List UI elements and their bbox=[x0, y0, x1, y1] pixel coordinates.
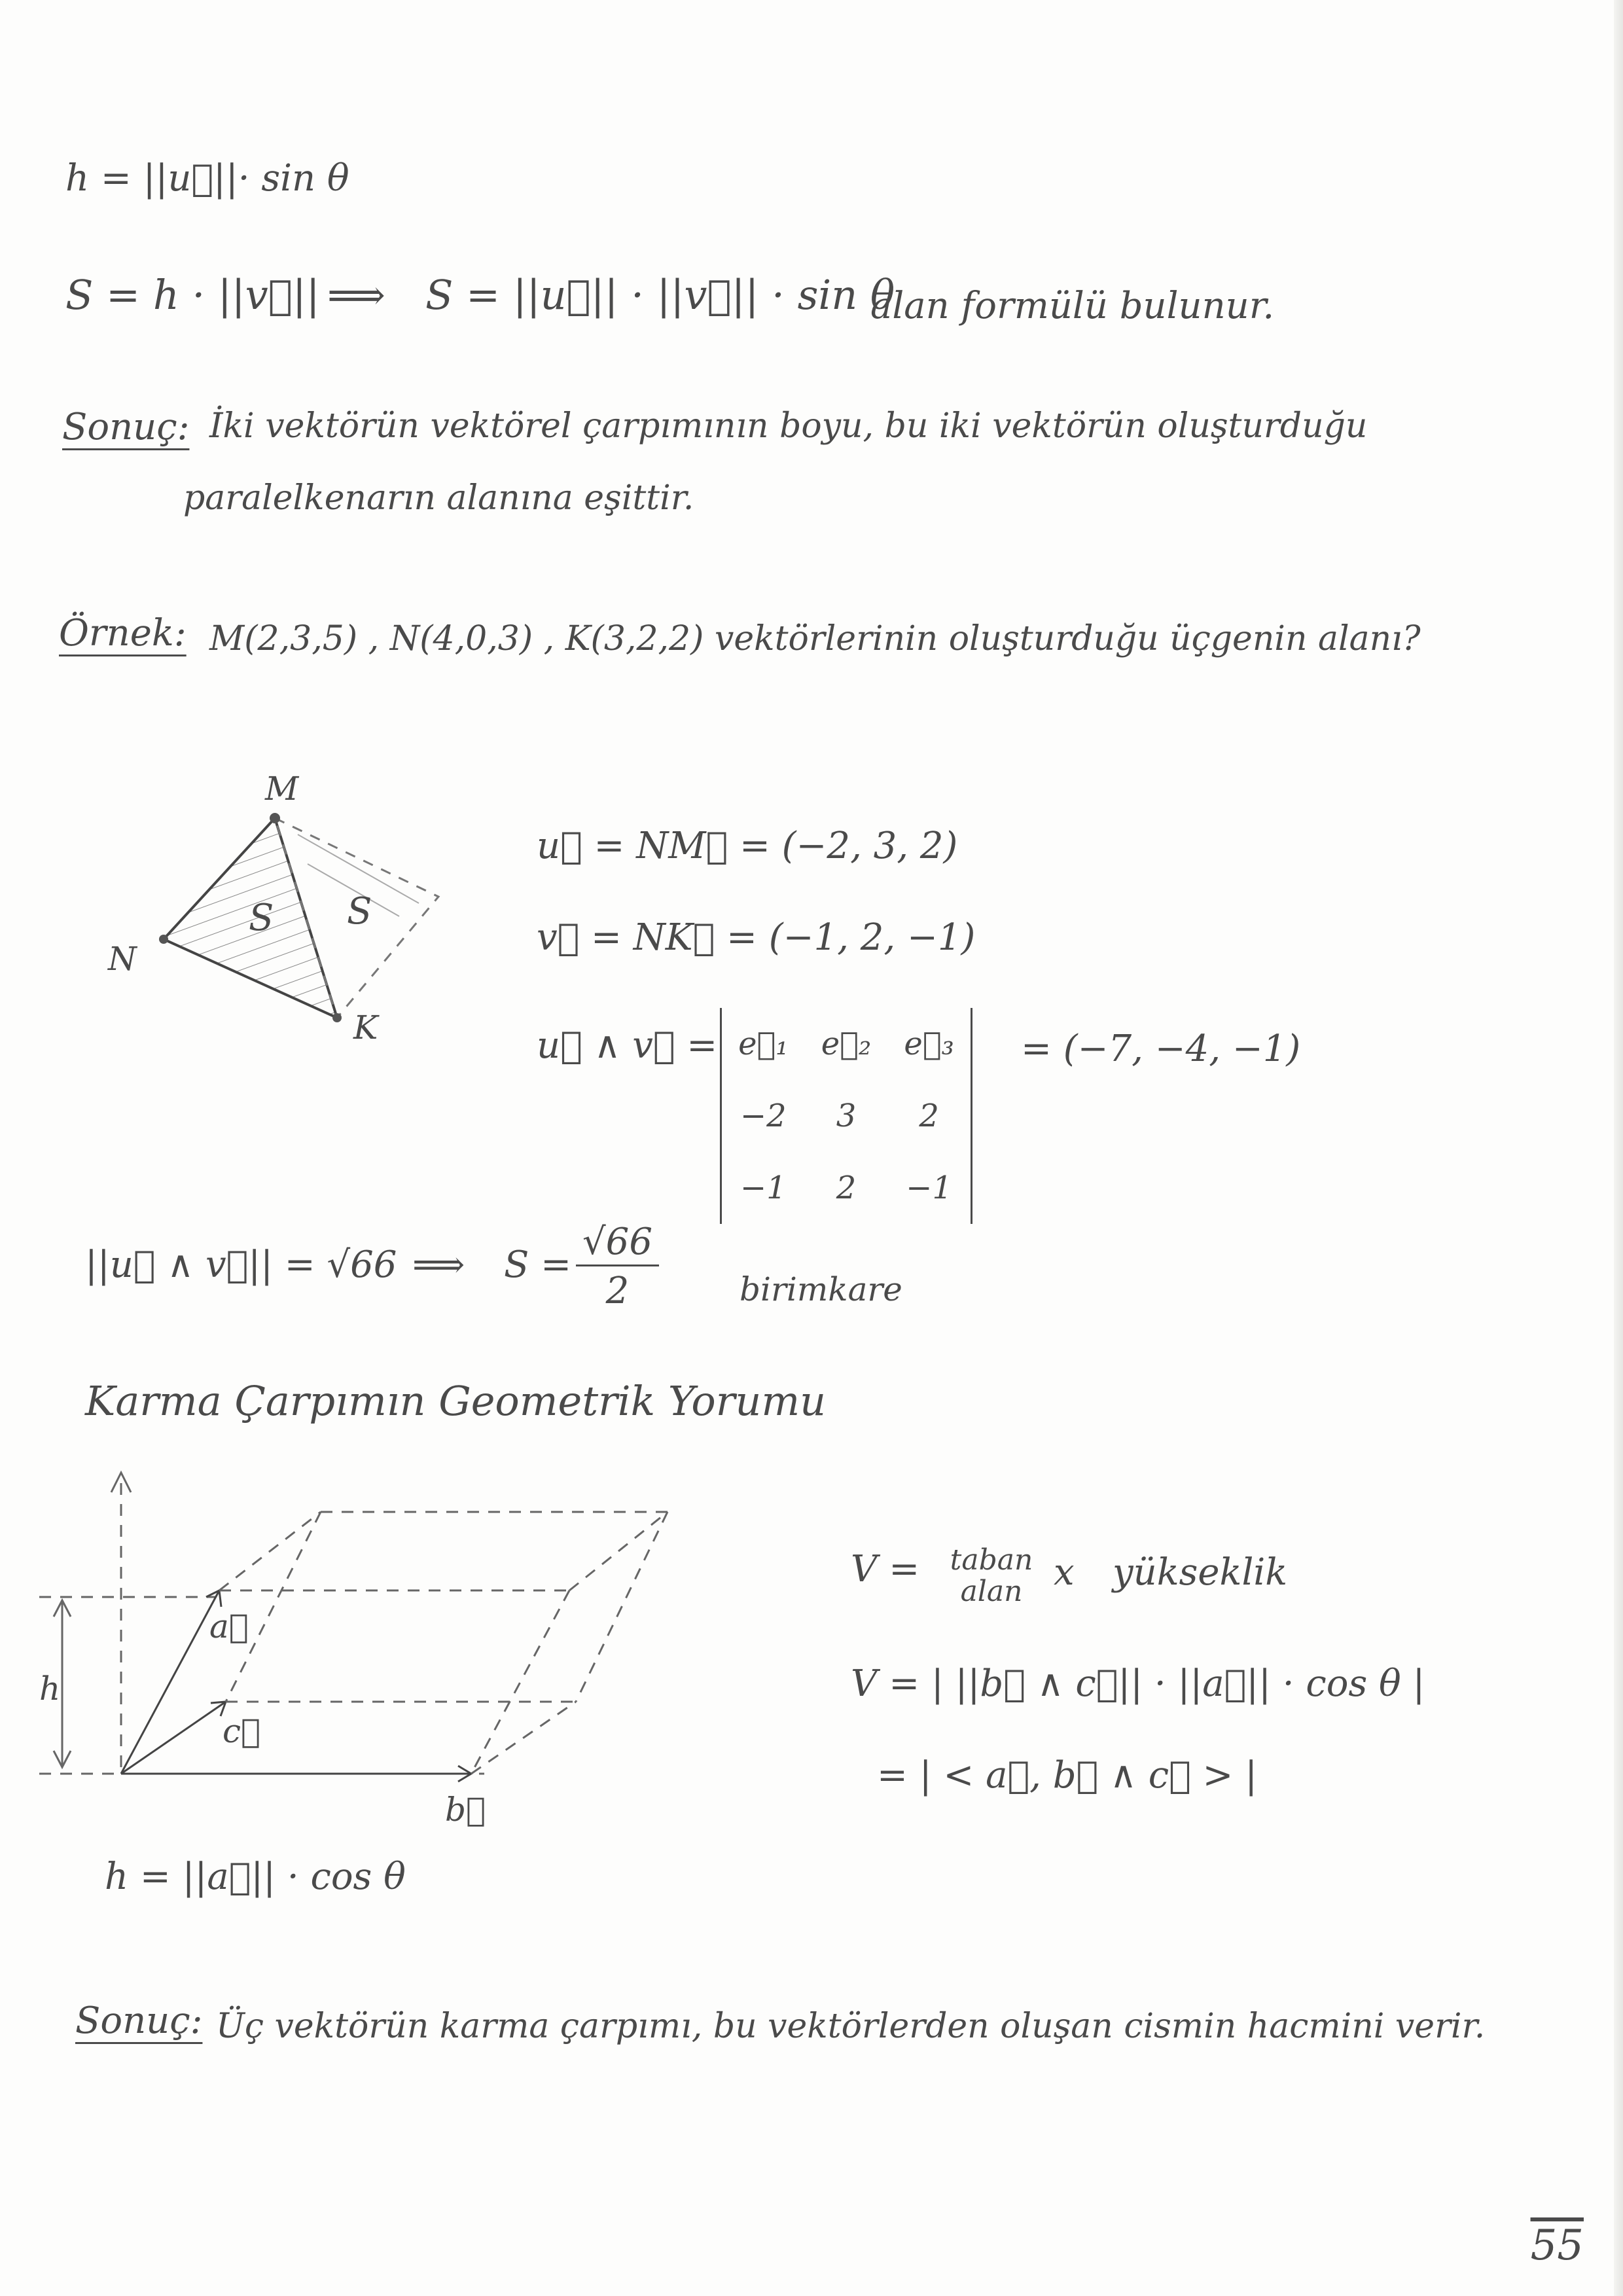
s-formula-right: S = ||u⃗|| · ||v⃗|| · sin θ bbox=[425, 271, 895, 319]
sonuc1-text-1: İki vektörün vektörel çarpımının boyu, bu iki vektörün oluşturduğu bbox=[209, 406, 1368, 446]
h-formula: h = ||u⃗||· sin θ bbox=[65, 157, 349, 200]
s-unit: birimkare bbox=[740, 1270, 902, 1308]
matrix-cell: e⃗₂ bbox=[821, 1026, 872, 1062]
label-k: K bbox=[353, 1009, 378, 1047]
v-formula-2: = | < a⃗, b⃗ ∧ c⃗ > | bbox=[877, 1754, 1258, 1797]
label-m: M bbox=[265, 770, 299, 808]
implies-arrow-1: ⟹ bbox=[327, 271, 385, 319]
sonuc2-label: Sonuç: bbox=[75, 2000, 203, 2042]
section-title: Karma Çarpımın Geometrik Yorumu bbox=[85, 1377, 827, 1425]
s-formula-left: S = h · ||v⃗|| bbox=[65, 271, 320, 319]
s-fraction-denominator: 2 bbox=[605, 1270, 630, 1312]
matrix-cell: 2 bbox=[919, 1098, 939, 1134]
h-cos-formula: h = ||a⃗|| · cos θ bbox=[105, 1856, 406, 1898]
v-base-stack bbox=[936, 1545, 1047, 1608]
v-base-top: taban bbox=[950, 1543, 1033, 1577]
matrix-cell: 3 bbox=[836, 1098, 857, 1134]
label-s1: S bbox=[249, 897, 274, 939]
page-number: 55 bbox=[1530, 2221, 1584, 2270]
label-a: a⃗ bbox=[209, 1607, 249, 1645]
sonuc1-label: Sonuç: bbox=[62, 406, 190, 448]
s-equals: S = bbox=[504, 1244, 572, 1286]
v-times: x bbox=[1054, 1551, 1075, 1594]
u-definition: u⃗ = NM⃗ = (−2, 3, 2) bbox=[537, 825, 958, 867]
cross-lhs: u⃗ ∧ v⃗ = bbox=[537, 1024, 718, 1067]
matrix-cell: −1 bbox=[906, 1170, 953, 1206]
matrix-cell: −2 bbox=[740, 1098, 787, 1134]
cross-result: = (−7, −4, −1) bbox=[1021, 1028, 1301, 1070]
label-s2: S bbox=[347, 890, 372, 933]
s-fraction-numerator: √66 bbox=[576, 1224, 659, 1266]
implies-arrow-2: ⟹ bbox=[412, 1244, 465, 1286]
s-formula-note: alan formülü bulunur. bbox=[870, 285, 1275, 327]
matrix-cell: 2 bbox=[836, 1170, 857, 1206]
label-h: h bbox=[39, 1670, 61, 1708]
v-formula: V = | ||b⃗ ∧ c⃗|| · ||a⃗|| · cos θ | bbox=[851, 1662, 1425, 1705]
norm-lhs: ||u⃗ ∧ v⃗|| = √66 bbox=[85, 1244, 397, 1286]
sonuc2-text: Üç vektörün karma çarpımı, bu vektörlerden oluşan cismin hacmini verir. bbox=[216, 2007, 1486, 2046]
label-c: c⃗ bbox=[223, 1712, 261, 1750]
sonuc1-text-2: paralelkenarın alanına eşittir. bbox=[183, 478, 694, 518]
matrix-cell: e⃗₃ bbox=[904, 1026, 954, 1062]
ornek-text: M(2,3,5) , N(4,0,3) , K(3,2,2) vektörlerinin oluşturduğu üçgenin alanı? bbox=[209, 619, 1421, 658]
matrix-cell: −1 bbox=[740, 1170, 787, 1206]
ornek-label: Örnek: bbox=[59, 612, 187, 655]
v-definition: v⃗ = NK⃗ = (−1, 2, −1) bbox=[537, 916, 976, 959]
v-eq-lhs: V = bbox=[851, 1548, 920, 1590]
v-height: yükseklik bbox=[1113, 1551, 1288, 1594]
label-b: b⃗ bbox=[445, 1791, 486, 1829]
label-n: N bbox=[108, 940, 137, 978]
matrix-cell: e⃗₁ bbox=[738, 1026, 789, 1062]
v-base-bottom: alan bbox=[960, 1575, 1023, 1609]
